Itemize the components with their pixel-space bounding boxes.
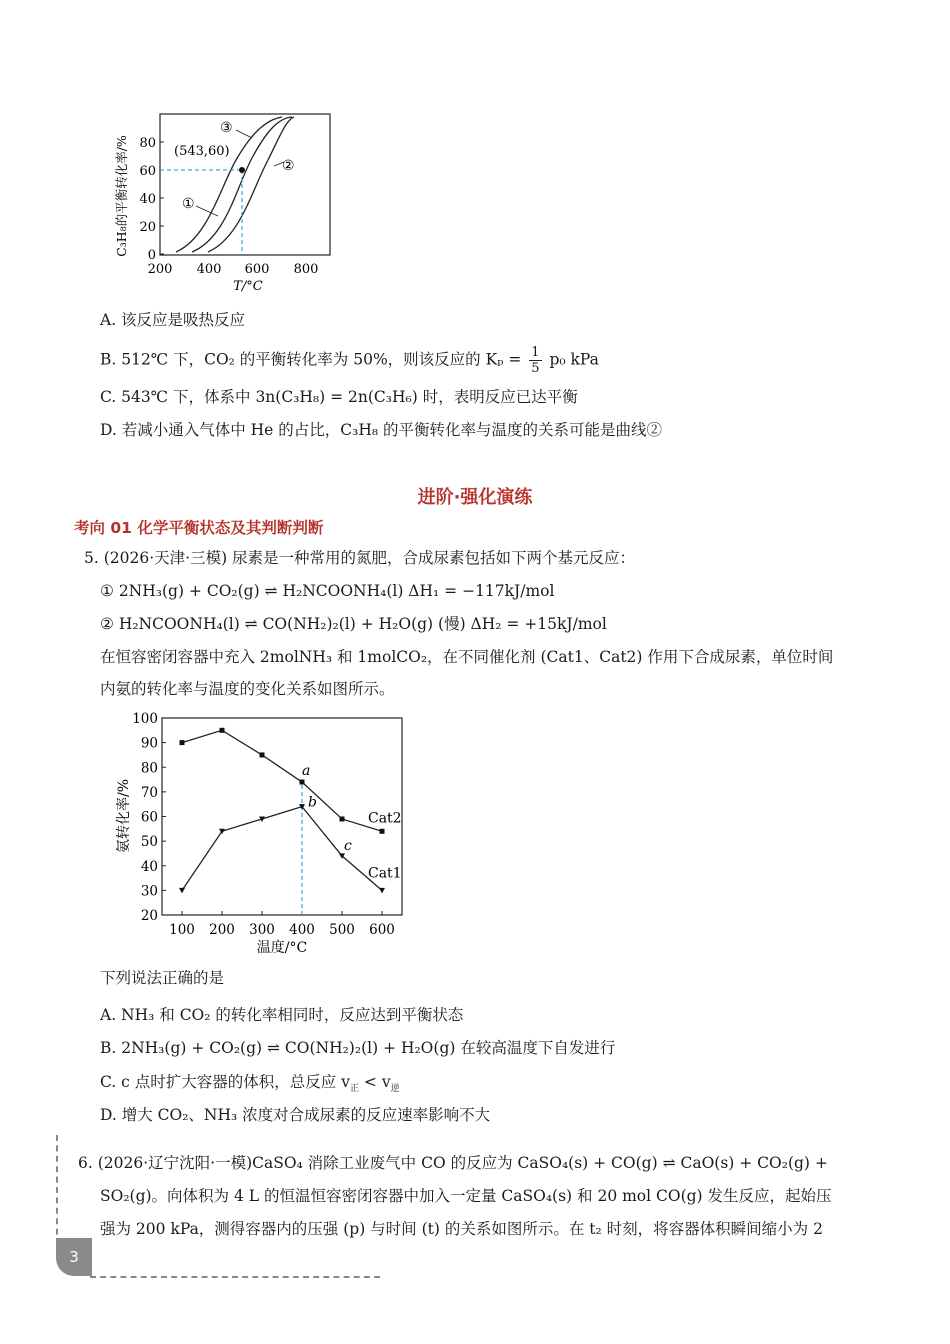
- point-cat2: [180, 740, 185, 745]
- chart2-xtick: 100: [169, 922, 195, 938]
- option-a: A. 该反应是吸热反应: [100, 311, 246, 329]
- legend-cat2: Cat2: [368, 810, 402, 827]
- q5-reaction-1: ① 2NH₃(g) + CO₂(g) ⇌ H₂NCOONH₄(l) ΔH₁ = −117kJ/mol: [100, 582, 555, 600]
- chart2-xtick: 300: [249, 922, 275, 938]
- chart2-ytick: 80: [140, 760, 158, 777]
- q5-desc-1: 在恒容密闭容器中充入 2molNH₃ 和 1molCO₂，在不同催化剂 (Cat1、Cat2) 作用下合成尿素，单位时间: [100, 648, 834, 666]
- chart1-point: [239, 167, 245, 173]
- chart1-xlabel: T/°C: [233, 279, 263, 294]
- chart2-ylabel: 氨转化率/%: [116, 778, 132, 854]
- chart2-ytick: 90: [140, 735, 158, 752]
- footer-dashes: [90, 1276, 380, 1278]
- option-b-text: B. 512℃ 下，CO₂ 的平衡转化率为 50%，则该反应的 Kₚ =: [100, 350, 522, 369]
- chart2-ytick: 60: [140, 809, 158, 826]
- chart1-frame: [160, 114, 330, 255]
- chart1-curve-label-3: ③: [220, 120, 233, 136]
- chart2-ytick: 50: [140, 834, 158, 851]
- q5-option-b: B. 2NH₃(g) + CO₂(g) ⇌ CO(NH₂)₂(l) + H₂O(g) 在较高温度下自发进行: [100, 1039, 616, 1057]
- chart1-guides: [160, 170, 242, 254]
- chart2-series: [179, 728, 385, 894]
- curve-1: [176, 117, 282, 252]
- sub-forward: 正: [349, 1084, 359, 1095]
- q6-line-2: SO₂(g)。向体积为 4 L 的恒温恒容密闭容器中加入一定量 CaSO₄(s) 和 20 mol CO(g) 发生反应，起始压: [100, 1187, 832, 1205]
- chart2-frame: [162, 718, 402, 915]
- page-number: 3: [56, 1238, 92, 1276]
- q5-option-c-mid: < v: [358, 1073, 391, 1091]
- sub-title: 考向 01 化学平衡状态及其判断判断: [74, 519, 324, 537]
- chart1-curves: [176, 117, 294, 252]
- chart1-xtick: 400: [196, 262, 222, 277]
- chart2-ytick: 20: [140, 908, 158, 924]
- q5-option-d: D. 增大 CO₂、NH₃ 浓度对合成尿素的反应速率影响不大: [100, 1106, 491, 1124]
- chart1-curve-label-1: ①: [182, 196, 195, 212]
- point-cat1: [379, 888, 385, 894]
- chart1-ytick: 0: [147, 248, 156, 263]
- q6-line-3: 强为 200 kPa，测得容器内的压强 (p) 与时间 (t) 的关系如图所示。在 t₂ 时刻，将容器体积瞬间缩小为 2: [100, 1220, 823, 1238]
- q5-stem: 5. (2026·天津·三模) 尿素是一种常用的氮肥，合成尿素包括如下两个基元反应：: [84, 549, 636, 567]
- chart2-xtick: 400: [289, 922, 315, 938]
- chart2-xlabel: 温度/°C: [256, 940, 308, 956]
- q5-option-a: A. NH₃ 和 CO₂ 的转化率相同时，反应达到平衡状态: [100, 1006, 464, 1024]
- point-cat2: [380, 829, 385, 834]
- chart1-ylabel: C₃H₈的平衡转化率/%: [114, 135, 129, 257]
- point-cat2: [300, 780, 305, 785]
- fraction-num: 1: [531, 345, 540, 360]
- chart1-xtick: 600: [244, 262, 270, 277]
- chart-c3h8-conversion: [108, 108, 338, 298]
- chart1-leader-1: [196, 206, 218, 216]
- fraction: [529, 345, 541, 376]
- chart1-ytick: 20: [139, 220, 156, 235]
- fraction-den: 5: [531, 361, 540, 376]
- option-c: C. 543℃ 下，体系中 3n(C₃H₈) = 2n(C₃H₆) 时，表明反应已达平衡: [100, 388, 578, 406]
- chart1-ytick: 80: [139, 136, 156, 151]
- series-line-cat2: [182, 730, 382, 831]
- q5-reaction-2: ② H₂NCOONH₄(l) ⇌ CO(NH₂)₂(l) + H₂O(g) (慢) ΔH₂ = +15kJ/mol: [100, 615, 607, 633]
- chart2-ytick: 40: [140, 858, 158, 875]
- q5-option-c: [100, 1071, 400, 1100]
- chart2-ytick: 30: [140, 883, 158, 900]
- point-label-b: b: [308, 794, 317, 811]
- point-label-c: c: [344, 837, 352, 854]
- option-b: [100, 345, 599, 376]
- point-cat2: [340, 816, 345, 821]
- q5-prompt: 下列说法正确的是: [100, 969, 225, 987]
- q6-line-1: 6. (2026·辽宁沈阳·一模)CaSO₄ 消除工业废气中 CO 的反应为 CaSO₄(s) + CO(g) ⇌ CaO(s) + CO₂(g) +: [78, 1154, 828, 1172]
- q5-option-c-text: C. c 点时扩大容器的体积，总反应 v: [100, 1073, 350, 1091]
- margin-dashes: [56, 1135, 58, 1245]
- point-label-a: a: [302, 763, 311, 780]
- point-cat1: [179, 888, 185, 894]
- chart1-ytick: 40: [139, 192, 156, 207]
- chart2-ytick: 70: [140, 784, 158, 801]
- chart1-point-label: (543,60): [174, 144, 230, 159]
- chart1-xtick: 800: [293, 262, 319, 277]
- chart2-ytick: 100: [132, 711, 158, 727]
- chart2-y-ticks: [132, 711, 166, 924]
- chart-ammonia-conversion: [108, 706, 418, 960]
- point-cat2: [220, 728, 225, 733]
- option-d: D. 若减小通入气体中 He 的占比，C₃H₈ 的平衡转化率与温度的关系可能是曲线②: [100, 421, 663, 439]
- legend-cat1: Cat1: [368, 865, 402, 882]
- sub-reverse: 逆: [390, 1084, 400, 1095]
- chart2-xtick: 200: [209, 922, 235, 938]
- chart1-ytick: 60: [139, 164, 156, 179]
- option-b-unit: p₀ kPa: [549, 350, 599, 369]
- point-cat2: [260, 752, 265, 757]
- series-line-cat1: [182, 807, 382, 891]
- chart1-leader-3: [236, 130, 252, 138]
- chart2-xtick: 500: [329, 922, 355, 938]
- q5-desc-2: 内氨的转化率与温度的变化关系如图所示。: [100, 680, 395, 698]
- chart1-x-ticks: [148, 262, 319, 277]
- chart1-curve-label-2: ②: [282, 158, 295, 174]
- chart1-xtick: 200: [147, 262, 173, 277]
- section-title: 进阶·强化演练: [417, 487, 533, 508]
- chart2-xtick: 600: [369, 922, 395, 938]
